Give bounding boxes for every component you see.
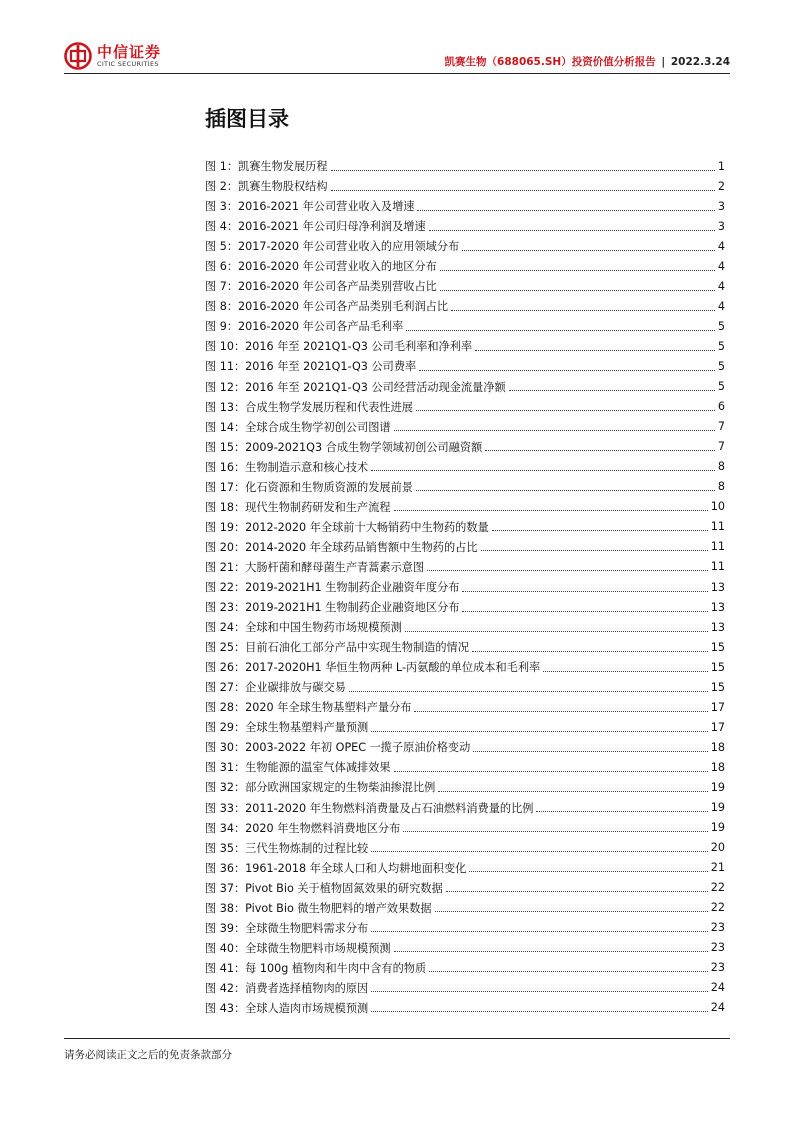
- toc-entry[interactable]: [205, 998, 725, 1018]
- toc-entry-page[interactable]: 5: [717, 339, 725, 353]
- toc-entry-page[interactable]: 4: [717, 299, 725, 313]
- toc-entry-label[interactable]: 图 14：全球合成生物学初创公司图谱: [205, 420, 391, 434]
- toc-entry-label[interactable]: 图 12：2016 年至 2021Q1-Q3 公司经营活动现金流量净额: [205, 380, 506, 394]
- toc-entry-page[interactable]: 22: [710, 881, 725, 895]
- toc-entry-label[interactable]: 图 29：全球生物基塑料产量预测: [205, 721, 369, 735]
- toc-entry-label[interactable]: 图 33：2011-2020 年生物燃料消费量及占石油燃料消费量的比例: [205, 801, 534, 815]
- toc-entry-page[interactable]: 20: [710, 841, 725, 855]
- toc-entry-page[interactable]: 11: [710, 540, 725, 554]
- toc-entry-label[interactable]: 图 16：生物制造示意和核心技术: [205, 460, 369, 474]
- toc-entry[interactable]: [205, 457, 725, 477]
- toc-dot-leader: [481, 550, 708, 551]
- toc-entry-label[interactable]: 图 39：全球微生物肥料需求分布: [205, 921, 369, 935]
- toc-entry-page[interactable]: 19: [710, 821, 725, 835]
- toc-dot-leader: [331, 190, 715, 191]
- toc-entry-page[interactable]: 19: [710, 780, 725, 794]
- toc-entry[interactable]: [205, 236, 725, 256]
- toc-dot-leader: [435, 911, 708, 912]
- toc-entry-page[interactable]: 11: [710, 560, 725, 574]
- toc-entry-label[interactable]: 图 32：部分欧洲国家规定的生物柴油掺混比例: [205, 781, 436, 795]
- toc-entry-label[interactable]: 图 30：2003-2022 年初 OPEC 一揽子原油价格变动: [205, 741, 471, 755]
- toc-entry-page[interactable]: 1: [717, 159, 725, 173]
- toc-dot-leader: [536, 811, 707, 812]
- toc-entry-page[interactable]: 15: [710, 640, 725, 654]
- toc-dot-leader: [440, 290, 715, 291]
- toc-entry-label[interactable]: 图 38：Pivot Bio 微生物肥料的增产效果数据: [205, 901, 432, 915]
- toc-entry-page[interactable]: 2: [717, 179, 725, 193]
- toc-entry-label[interactable]: 图 7：2016-2020 年公司各产品类别营收占比: [205, 280, 437, 294]
- toc-dot-leader: [405, 631, 708, 632]
- toc-entry-page[interactable]: 23: [710, 961, 725, 975]
- toc-entry-label[interactable]: 图 28：2020 年全球生物基塑料产量分布: [205, 701, 412, 715]
- toc-entry[interactable]: [205, 898, 725, 918]
- toc-entry[interactable]: [205, 196, 725, 216]
- toc-dot-leader: [429, 971, 708, 972]
- toc-entry-label[interactable]: 图 34：2020 年生物燃料消费地区分布: [205, 821, 401, 835]
- toc-entry-page[interactable]: 15: [710, 680, 725, 694]
- toc-dot-leader: [394, 510, 708, 511]
- toc-entry-page[interactable]: 13: [710, 580, 725, 594]
- toc-entry[interactable]: [205, 918, 725, 938]
- toc-entry-page[interactable]: 23: [710, 921, 725, 935]
- toc-dot-leader: [429, 230, 715, 231]
- toc-entry[interactable]: [205, 858, 725, 878]
- figure-toc-list: [205, 156, 725, 1018]
- citic-logo: [64, 40, 161, 72]
- report-date: 2022.3.24: [670, 56, 730, 68]
- toc-dot-leader: [371, 731, 708, 732]
- toc-entry-label[interactable]: 图 19：2012-2020 年全球前十大畅销药中生物药的数量: [205, 520, 489, 534]
- toc-dot-leader: [371, 1011, 708, 1012]
- toc-dot-leader: [403, 831, 707, 832]
- toc-entry-label[interactable]: 图 42：消费者选择植物肉的原因: [205, 981, 369, 995]
- toc-entry-page[interactable]: 5: [717, 319, 725, 333]
- toc-entry-page[interactable]: 18: [710, 740, 725, 754]
- toc-dot-leader: [451, 310, 715, 311]
- toc-dot-leader: [371, 931, 708, 932]
- toc-entry-page[interactable]: 7: [717, 440, 725, 454]
- logo-chinese-name: 中信证券: [97, 42, 162, 61]
- report-meta: [445, 54, 730, 69]
- toc-dot-leader: [394, 951, 708, 952]
- toc-entry-label[interactable]: 图 3：2016-2021 年公司营业收入及增速: [205, 200, 415, 214]
- toc-entry[interactable]: [205, 697, 725, 717]
- toc-entry[interactable]: [205, 477, 725, 497]
- toc-entry[interactable]: [205, 717, 725, 737]
- toc-dot-leader: [472, 651, 708, 652]
- toc-entry[interactable]: [205, 958, 725, 978]
- toc-entry-label[interactable]: 图 24：全球和中国生物药市场规模预测: [205, 621, 402, 635]
- toc-entry-page[interactable]: 10: [710, 500, 725, 514]
- toc-entry-page[interactable]: 21: [710, 861, 725, 875]
- toc-dot-leader: [509, 390, 715, 391]
- toc-entry-label[interactable]: 图 22：2019-2021H1 生物制药企业融资年度分布: [205, 581, 460, 594]
- toc-entry-page[interactable]: 8: [717, 480, 725, 494]
- toc-entry[interactable]: [205, 216, 725, 236]
- toc-entry[interactable]: [205, 276, 725, 296]
- toc-entry-page[interactable]: 11: [710, 520, 725, 534]
- toc-entry[interactable]: [205, 537, 725, 557]
- toc-entry[interactable]: [205, 737, 725, 757]
- toc-entry-label[interactable]: 图 15：2009-2021Q3 合成生物学领域初创公司融资额: [205, 440, 483, 454]
- toc-entry-label[interactable]: 图 11：2016 年至 2021Q1-Q3 公司费率: [205, 360, 417, 374]
- toc-entry-label[interactable]: 图 9：2016-2020 年公司各产品毛利率: [205, 320, 404, 334]
- citic-logo-icon: [64, 42, 92, 70]
- toc-entry-label[interactable]: 图 18：现代生物制药研发和生产流程: [205, 500, 391, 514]
- toc-entry[interactable]: [205, 677, 725, 697]
- toc-dot-leader: [349, 691, 708, 692]
- toc-entry-page[interactable]: 17: [710, 720, 725, 734]
- toc-entry-page[interactable]: 13: [710, 620, 725, 634]
- toc-entry[interactable]: [205, 757, 725, 777]
- toc-entry-page[interactable]: 3: [717, 219, 725, 233]
- toc-entry-label[interactable]: 图 35：三代生物炼制的过程比较: [205, 841, 369, 855]
- toc-dot-leader: [394, 430, 715, 431]
- toc-entry-page[interactable]: 19: [710, 801, 725, 815]
- toc-entry-label[interactable]: 图 5：2017-2020 年公司营业收入的应用领域分布: [205, 240, 460, 254]
- toc-entry[interactable]: [205, 577, 725, 597]
- toc-entry[interactable]: [205, 878, 725, 898]
- toc-entry-label[interactable]: 图 43：全球人造肉市场规模预测: [205, 1001, 369, 1015]
- toc-dot-leader: [473, 751, 707, 752]
- toc-entry[interactable]: [205, 978, 725, 998]
- toc-dot-leader: [416, 410, 715, 411]
- toc-dot-leader: [394, 771, 708, 772]
- toc-entry-label[interactable]: 图 27：企业碳排放与碳交易: [205, 681, 346, 695]
- toc-dot-leader: [462, 591, 707, 592]
- toc-dot-leader: [462, 611, 707, 612]
- toc-entry-page[interactable]: 6: [717, 400, 725, 414]
- toc-entry-page[interactable]: 15: [710, 660, 725, 674]
- toc-entry-label[interactable]: 图 10：2016 年至 2021Q1-Q3 公司毛利率和净利率: [205, 340, 473, 354]
- toc-entry[interactable]: [205, 517, 725, 537]
- toc-entry-label[interactable]: 图 20：2014-2020 年全球药品销售额中生物药的占比: [205, 540, 478, 554]
- toc-entry-label[interactable]: 图 21：大肠杆菌和酵母菌生产青蒿素示意图: [205, 560, 425, 574]
- toc-dot-leader: [440, 270, 715, 271]
- toc-entry[interactable]: [205, 176, 725, 196]
- toc-entry-page[interactable]: 3: [717, 199, 725, 213]
- toc-entry[interactable]: [205, 798, 725, 818]
- footer-divider: [64, 1038, 730, 1039]
- toc-entry-label[interactable]: 图 1：凯赛生物发展历程: [205, 160, 328, 174]
- toc-entry[interactable]: [205, 397, 725, 417]
- toc-entry-label[interactable]: 图 8：2016-2020 年公司各产品类别毛利润占比: [205, 300, 449, 314]
- toc-entry[interactable]: [205, 336, 725, 356]
- toc-entry[interactable]: [205, 838, 725, 858]
- toc-dot-leader: [485, 450, 715, 451]
- toc-entry[interactable]: [205, 497, 725, 517]
- toc-dot-leader: [371, 470, 715, 471]
- header-divider: [64, 73, 730, 74]
- toc-entry[interactable]: [205, 377, 725, 397]
- toc-entry[interactable]: [205, 777, 725, 797]
- toc-entry-page[interactable]: 23: [710, 941, 725, 955]
- toc-dot-leader: [416, 490, 715, 491]
- logo-english-name: CITIC SECURITIES: [97, 59, 159, 68]
- toc-entry-label[interactable]: 图 25：目前石油化工部分产品中实现生物制造的情况: [205, 641, 469, 655]
- toc-entry[interactable]: [205, 356, 725, 376]
- toc-dot-leader: [331, 170, 715, 171]
- toc-entry-page[interactable]: 4: [717, 259, 725, 273]
- header-separator: |: [661, 56, 666, 68]
- toc-entry[interactable]: [205, 296, 725, 316]
- toc-dot-leader: [414, 711, 707, 712]
- toc-entry[interactable]: [205, 657, 725, 677]
- toc-entry-label[interactable]: 图 26：2017-2020H1 华恒生物两种 L-丙氨酸的单位成本和毛利率: [205, 661, 541, 675]
- page-header: [64, 38, 730, 74]
- toc-dot-leader: [475, 350, 715, 351]
- toc-entry[interactable]: [205, 156, 725, 176]
- toc-entry-label[interactable]: 图 23：2019-2021H1 生物制药企业融资地区分布: [205, 601, 460, 615]
- page-title: 插图目录: [205, 107, 289, 131]
- toc-entry[interactable]: [205, 316, 725, 336]
- toc-entry[interactable]: [205, 597, 725, 617]
- toc-dot-leader: [492, 530, 708, 531]
- toc-entry[interactable]: [205, 557, 725, 577]
- toc-entry-label[interactable]: 图 36：1961-2018 年全球人口和人均耕地面积变化: [205, 861, 467, 875]
- toc-entry[interactable]: [205, 938, 725, 958]
- toc-entry-page[interactable]: 22: [710, 901, 725, 915]
- toc-entry-label[interactable]: 图 2：凯赛生物股权结构: [205, 180, 328, 194]
- toc-entry-page[interactable]: 17: [710, 700, 725, 714]
- toc-entry-page[interactable]: 5: [717, 380, 725, 394]
- toc-dot-leader: [469, 871, 707, 872]
- toc-dot-leader: [462, 250, 715, 251]
- toc-dot-leader: [446, 891, 708, 892]
- toc-dot-leader: [371, 991, 708, 992]
- toc-entry-page[interactable]: 18: [710, 760, 725, 774]
- toc-entry[interactable]: [205, 818, 725, 838]
- toc-dot-leader: [543, 671, 708, 672]
- toc-entry-page[interactable]: 4: [717, 239, 725, 253]
- report-title: 凯赛生物（688065.SH）投资价值分析报告: [444, 56, 656, 68]
- toc-dot-leader: [371, 851, 708, 852]
- toc-entry[interactable]: [205, 617, 725, 637]
- toc-dot-leader: [417, 210, 714, 211]
- toc-entry-label[interactable]: 图 17：化石资源和生物质资源的发展前景: [205, 480, 413, 494]
- toc-entry-label[interactable]: 图 41：每 100g 植物肉和牛肉中含有的物质: [205, 961, 427, 975]
- toc-entry-page[interactable]: 5: [717, 359, 725, 373]
- toc-entry-label[interactable]: 图 40：全球微生物肥料市场规模预测: [205, 941, 391, 955]
- toc-entry[interactable]: [205, 417, 725, 437]
- toc-dot-leader: [419, 370, 715, 371]
- toc-dot-leader: [427, 570, 708, 571]
- toc-dot-leader: [406, 330, 715, 331]
- toc-entry-page[interactable]: 7: [717, 420, 725, 434]
- toc-dot-leader: [438, 791, 707, 792]
- toc-entry-label[interactable]: 图 37：Pivot Bio 关于植物固氮效果的研究数据: [205, 881, 443, 895]
- toc-entry-label[interactable]: 图 31：生物能源的温室气体减排效果: [205, 761, 391, 775]
- toc-entry[interactable]: [205, 256, 725, 276]
- toc-entry-page[interactable]: 8: [717, 460, 725, 474]
- toc-entry-page[interactable]: 13: [710, 600, 725, 614]
- footer-disclaimer: 请务必阅读正文之后的免责条款部分: [64, 1049, 232, 1061]
- toc-entry-page[interactable]: 24: [710, 1001, 725, 1015]
- toc-entry[interactable]: [205, 437, 725, 457]
- toc-entry-label[interactable]: 图 4：2016-2021 年公司归母净利润及增速: [205, 220, 426, 234]
- toc-entry-label[interactable]: 图 6：2016-2020 年公司营业收入的地区分布: [205, 260, 437, 274]
- toc-entry-page[interactable]: 4: [717, 279, 725, 293]
- toc-entry-page[interactable]: 24: [710, 981, 725, 995]
- toc-entry[interactable]: [205, 637, 725, 657]
- toc-entry-label[interactable]: 图 13：合成生物学发展历程和代表性进展: [205, 400, 413, 414]
